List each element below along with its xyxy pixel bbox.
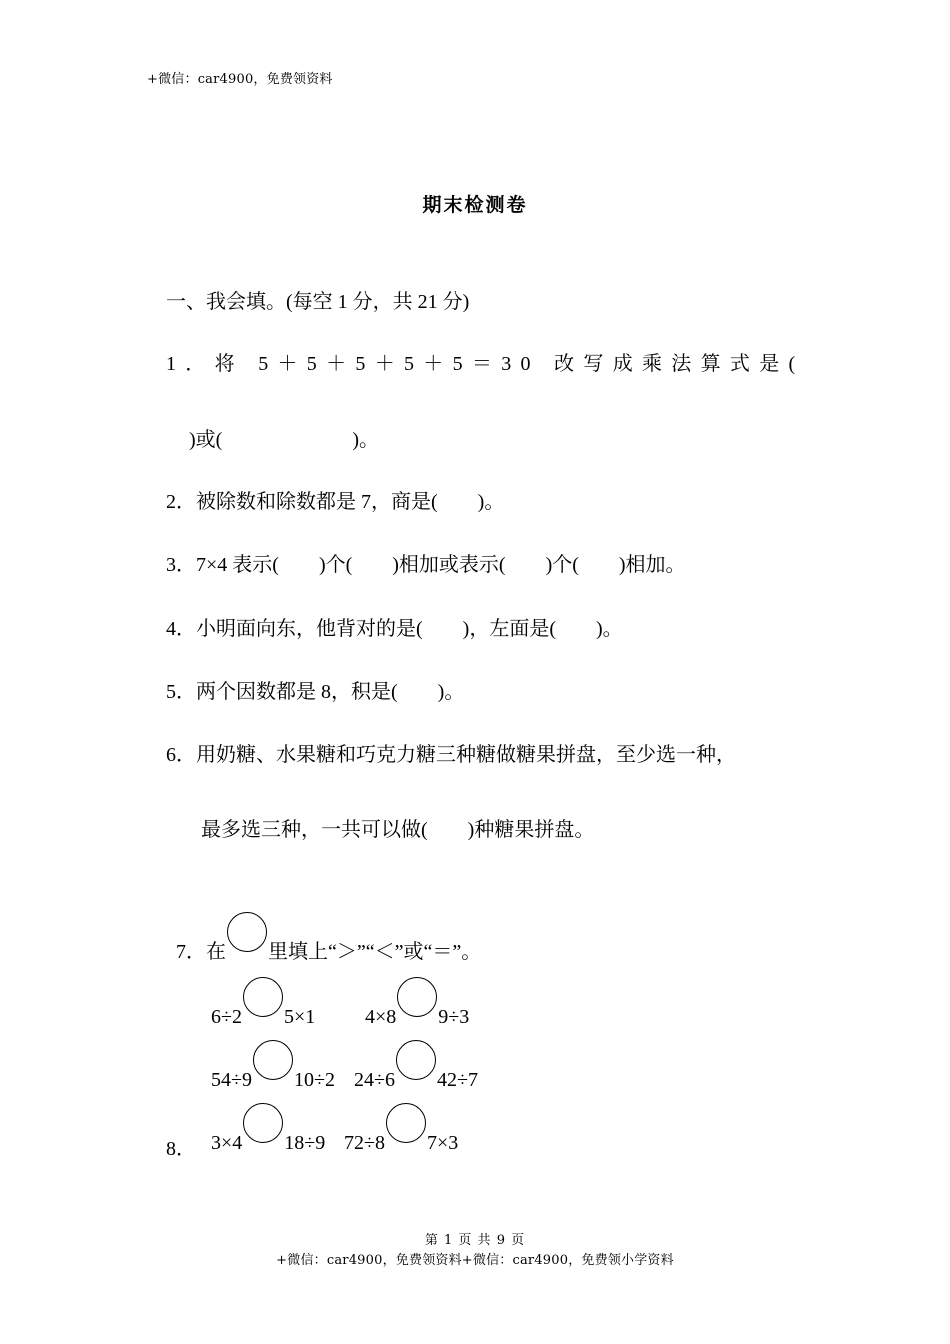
question-7-prefix: 7．在 — [176, 941, 226, 963]
footer-watermark: +微信：car4900，免费领资料+微信：car4900，免费领小学资料 — [276, 1253, 674, 1268]
expr-right: 7×3 — [426, 1132, 459, 1154]
expr-left: 4×8 — [365, 1006, 397, 1028]
expr-right: 18÷9 — [284, 1132, 326, 1154]
comparison-circle-input[interactable] — [243, 977, 283, 1017]
page-title: 期末检测卷 — [422, 194, 528, 216]
comparison-circle-input[interactable] — [243, 1103, 283, 1143]
comparison-circle-icon — [227, 912, 267, 952]
question-1-line-2: )或( )。 — [189, 429, 379, 451]
page-number: 第 1 页 共 9 页 — [424, 1233, 526, 1248]
question-1-line-1: 1．将 5＋5＋5＋5＋5＝30 改写成乘法算式是( — [166, 353, 805, 375]
question-6-line-1: 6．用奶糖、水果糖和巧克力糖三种糖做糖果拼盘，至少选一种， — [166, 744, 736, 766]
expr-left: 3×4 — [211, 1132, 243, 1154]
expr-right: 5×1 — [283, 1006, 316, 1028]
comparison-circle-input[interactable] — [253, 1040, 293, 1080]
section-heading: 一、我会填。(每空 1 分，共 21 分) — [166, 291, 470, 313]
comparison-row-3b — [334, 1079, 458, 1155]
question-4: 4．小明面向东，他背对的是( )，左面是( )。 — [166, 618, 623, 640]
comparison-circle-input[interactable] — [386, 1103, 426, 1143]
expr-right: 9÷3 — [438, 1006, 470, 1028]
expr-left: 6÷2 — [211, 1006, 242, 1028]
comparison-circle-input[interactable] — [396, 1040, 436, 1080]
question-5: 5．两个因数都是 8，积是( )。 — [166, 681, 465, 703]
expr-left: 24÷6 — [354, 1069, 395, 1091]
expr-left: 54÷9 — [211, 1069, 252, 1091]
expr-right: 42÷7 — [436, 1069, 478, 1091]
question-3: 3．7×4 表示( )个( )相加或表示( )个( )相加。 — [166, 554, 686, 576]
header-watermark: +微信：car4900，免费领资料 — [147, 72, 333, 87]
comparison-row-3a — [201, 1079, 325, 1155]
comparison-circle-input[interactable] — [397, 977, 437, 1017]
expr-right: 10÷2 — [293, 1069, 335, 1091]
question-6-line-2: 最多选三种，一共可以做( )种糖果拼盘。 — [201, 819, 595, 841]
expr-left: 72÷8 — [344, 1132, 385, 1154]
question-8: 8． — [166, 1138, 196, 1160]
question-2: 2．被除数和除数都是 7，商是( )。 — [166, 491, 505, 513]
question-7-suffix: 里填上“＞”“＜”或“＝”。 — [268, 941, 482, 963]
